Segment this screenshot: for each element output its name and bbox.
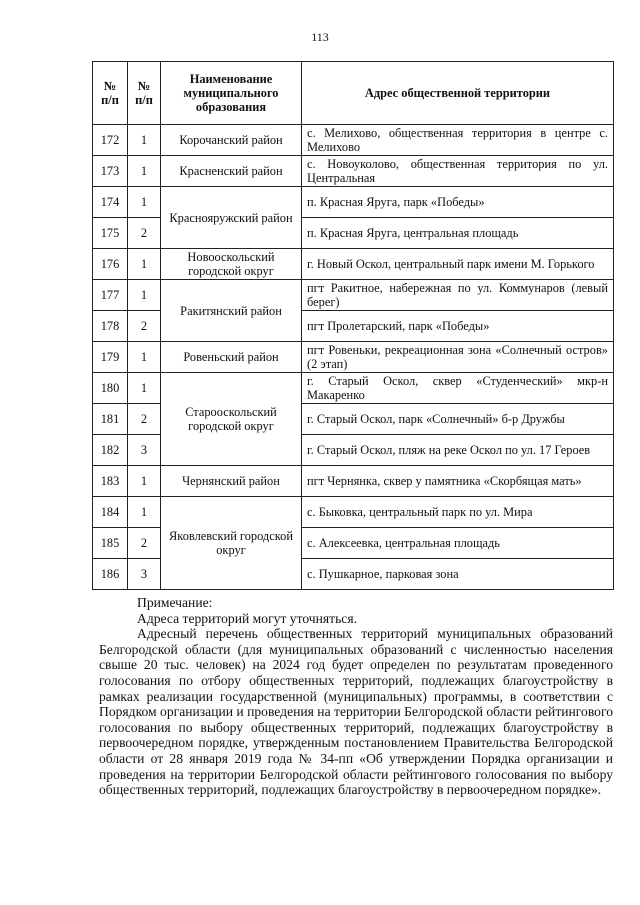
row-number: 175 xyxy=(93,218,128,249)
row-local-number: 2 xyxy=(128,528,161,559)
row-number: 172 xyxy=(93,125,128,156)
row-municipality: Корочанский район xyxy=(161,125,302,156)
row-local-number: 1 xyxy=(128,466,161,497)
row-address: с. Быковка, центральный парк по ул. Мира xyxy=(302,497,614,528)
row-local-number: 3 xyxy=(128,435,161,466)
row-address: п. Красная Яруга, центральная площадь xyxy=(302,218,614,249)
row-municipality: Чернянский район xyxy=(161,466,302,497)
row-municipality: Ракитянский район xyxy=(161,280,302,342)
table-body xyxy=(93,125,614,590)
territory-table xyxy=(92,61,614,590)
row-number: 183 xyxy=(93,466,128,497)
row-local-number: 1 xyxy=(128,187,161,218)
header-num-global: № п/п xyxy=(93,62,128,125)
header-num-local: № п/п xyxy=(128,62,161,125)
row-local-number: 1 xyxy=(128,497,161,528)
note-block xyxy=(99,595,613,798)
row-local-number: 2 xyxy=(128,311,161,342)
row-number: 182 xyxy=(93,435,128,466)
row-address: с. Пушкарное, парковая зона xyxy=(302,559,614,590)
row-address: г. Старый Оскол, сквер «Студенческий» мкр-н Макаренко xyxy=(302,373,614,404)
row-municipality: Ровеньский район xyxy=(161,342,302,373)
row-address: с. Мелихово, общественная территория в центре с. Мелихово xyxy=(302,125,614,156)
note-heading: Примечание: xyxy=(137,595,213,610)
row-municipality: Старооскольский городской округ xyxy=(161,373,302,466)
row-number: 178 xyxy=(93,311,128,342)
row-number: 179 xyxy=(93,342,128,373)
row-number: 186 xyxy=(93,559,128,590)
table-row xyxy=(93,280,614,311)
row-municipality: Яковлевский городской округ xyxy=(161,497,302,590)
table-row xyxy=(93,497,614,528)
page-number: 113 xyxy=(311,30,329,44)
row-address: пгт Ровеньки, рекреационная зона «Солнечный остров» (2 этап) xyxy=(302,342,614,373)
row-address: пгт Ракитное, набережная по ул. Коммунаров (левый берег) xyxy=(302,280,614,311)
table-row xyxy=(93,342,614,373)
row-local-number: 3 xyxy=(128,559,161,590)
row-local-number: 1 xyxy=(128,342,161,373)
row-address: пгт Чернянка, сквер у памятника «Скорбящая мать» xyxy=(302,466,614,497)
table-row xyxy=(93,249,614,280)
row-address: г. Старый Оскол, парк «Солнечный» б-р Дружбы xyxy=(302,404,614,435)
row-local-number: 1 xyxy=(128,125,161,156)
row-address: г. Новый Оскол, центральный парк имени М. Горького xyxy=(302,249,614,280)
row-number: 174 xyxy=(93,187,128,218)
row-number: 181 xyxy=(93,404,128,435)
row-address: пгт Пролетарский, парк «Победы» xyxy=(302,311,614,342)
table-row xyxy=(93,373,614,404)
row-address: с. Новоуколово, общественная территория по ул. Центральная xyxy=(302,156,614,187)
row-local-number: 1 xyxy=(128,373,161,404)
table-row xyxy=(93,187,614,218)
row-local-number: 1 xyxy=(128,280,161,311)
header-municipality: Наименование муниципального образования xyxy=(161,62,302,125)
row-municipality: Краснояружский район xyxy=(161,187,302,249)
row-municipality: Новооскольский городской округ xyxy=(161,249,302,280)
row-local-number: 2 xyxy=(128,218,161,249)
row-number: 177 xyxy=(93,280,128,311)
row-address: с. Алексеевка, центральная площадь xyxy=(302,528,614,559)
row-local-number: 1 xyxy=(128,249,161,280)
row-address: п. Красная Яруга, парк «Победы» xyxy=(302,187,614,218)
row-number: 180 xyxy=(93,373,128,404)
row-local-number: 1 xyxy=(128,156,161,187)
row-address: г. Старый Оскол, пляж на реке Оскол по ул. 17 Героев xyxy=(302,435,614,466)
row-number: 173 xyxy=(93,156,128,187)
note-paragraph: Адресный перечень общественных территорий муниципальных образований Белгородской области (для муниципальных образований с численностью населения свыше 20 тыс. человек) на 2024 год будет определен по результатам проведенного голосования по отбору общественных территорий, подлежащих благоустройству в рамках реализации государственной (муниципальных) программы, в соответствии с Порядком организации и проведения на территории Белгородской области рейтингового голосования по выбору общественных территорий, подлежащих благоустройству в первоочередном порядке, утвержденным постановлением Правительства Белгородской области от 28 января 2019 года № 34-пп «Об утверждении Порядка организации и проведения на территории Белгородской области рейтингового голосования по выбору общественных территорий, подлежащих благоустройству в первоочередном порядке». xyxy=(99,626,613,798)
row-local-number: 2 xyxy=(128,404,161,435)
table-row xyxy=(93,125,614,156)
table-row xyxy=(93,466,614,497)
table-header-row xyxy=(93,62,614,125)
note-line: Адреса территорий могут уточняться. xyxy=(137,610,357,626)
table-row xyxy=(93,156,614,187)
row-number: 185 xyxy=(93,528,128,559)
header-address: Адрес общественной территории xyxy=(302,62,614,125)
row-number: 184 xyxy=(93,497,128,528)
row-number: 176 xyxy=(93,249,128,280)
row-municipality: Красненский район xyxy=(161,156,302,187)
